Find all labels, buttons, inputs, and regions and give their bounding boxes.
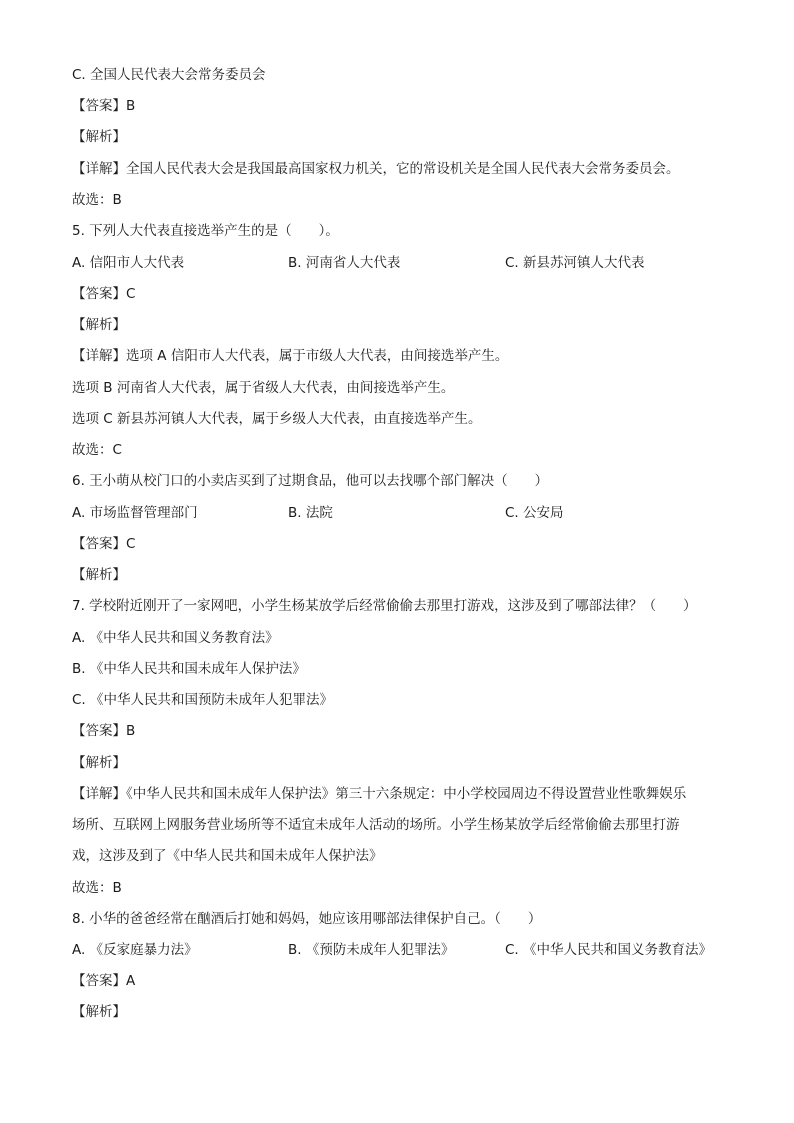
q7-analysis-heading: 【解析】: [72, 755, 126, 771]
q8-option-c: C. 《中华人民共和国义务教育法》: [505, 942, 713, 958]
q5-option-c: C. 新县苏河镇人大代表: [505, 255, 645, 271]
q4-detail: 【详解】全国人民代表大会是我国最高国家权力机关，它的常设机关是全国人民代表大会常务委员会。: [72, 161, 680, 177]
q5-option-a: A. 信阳市人大代表: [72, 255, 185, 271]
q8-option-a: A. 《反家庭暴力法》: [72, 942, 198, 958]
q4-choice: 故选：B: [72, 192, 122, 208]
q6-answer: 【答案】C: [72, 536, 136, 552]
q4-analysis-heading: 【解析】: [72, 129, 126, 145]
q5-question: 5. 下列人大代表直接选举产生的是（ ）。: [72, 223, 339, 239]
q6-option-b: B. 法院: [288, 505, 333, 521]
q7-detail-line1: 【详解】《中华人民共和国未成年人保护法》第三十六条规定：中小学校园周边不得设置营业性歌舞娱乐: [72, 786, 687, 802]
q4-option-c: C. 全国人民代表大会常务委员会: [72, 67, 266, 83]
q5-option-b: B. 河南省人大代表: [288, 255, 401, 271]
q7-option-c: C. 《中华人民共和国预防未成年人犯罪法》: [72, 692, 334, 708]
q7-question: 7. 学校附近刚开了一家网吧，小学生杨某放学后经常偷偷去那里打游戏，这涉及到了哪部法律？（ ）: [72, 598, 697, 614]
q5-detail-c: 选项 C 新县苏河镇人大代表，属于乡级人大代表，由直接选举产生。: [72, 411, 482, 427]
q6-option-a: A. 市场监督管理部门: [72, 505, 198, 521]
q5-detail-a: 【详解】选项 A 信阳市人大代表，属于市级人大代表，由间接选举产生。: [72, 348, 509, 364]
q5-detail-b: 选项 B 河南省人大代表，属于省级人大代表，由间接选举产生。: [72, 380, 455, 396]
q6-option-c: C. 公安局: [505, 505, 564, 521]
q7-option-b: B. 《中华人民共和国未成年人保护法》: [72, 661, 306, 677]
q8-analysis-heading: 【解析】: [72, 1004, 126, 1020]
q8-question: 8. 小华的爸爸经常在酗酒后打她和妈妈，她应该用哪部法律保护自己。（ ）: [72, 911, 542, 927]
q7-choice: 故选：B: [72, 880, 122, 896]
q8-option-b: B. 《预防未成年人犯罪法》: [288, 942, 455, 958]
q7-answer: 【答案】B: [72, 723, 136, 739]
q6-analysis-heading: 【解析】: [72, 567, 126, 583]
q8-answer: 【答案】A: [72, 973, 136, 989]
q5-analysis-heading: 【解析】: [72, 317, 126, 333]
q7-detail-line2: 场所、互联网上网服务营业场所等不适宜未成年人活动的场所。小学生杨某放学后经常偷偷去那里打游: [72, 817, 680, 833]
q4-answer: 【答案】B: [72, 98, 136, 114]
q7-option-a: A. 《中华人民共和国义务教育法》: [72, 630, 279, 646]
q7-detail-line3: 戏，这涉及到了《中华人民共和国未成年人保护法》: [72, 848, 383, 864]
q6-question: 6. 王小萌从校门口的小卖店买到了过期食品，他可以去找哪个部门解决（ ）: [72, 473, 549, 489]
q5-choice: 故选：C: [72, 442, 122, 458]
q5-answer: 【答案】C: [72, 286, 136, 302]
